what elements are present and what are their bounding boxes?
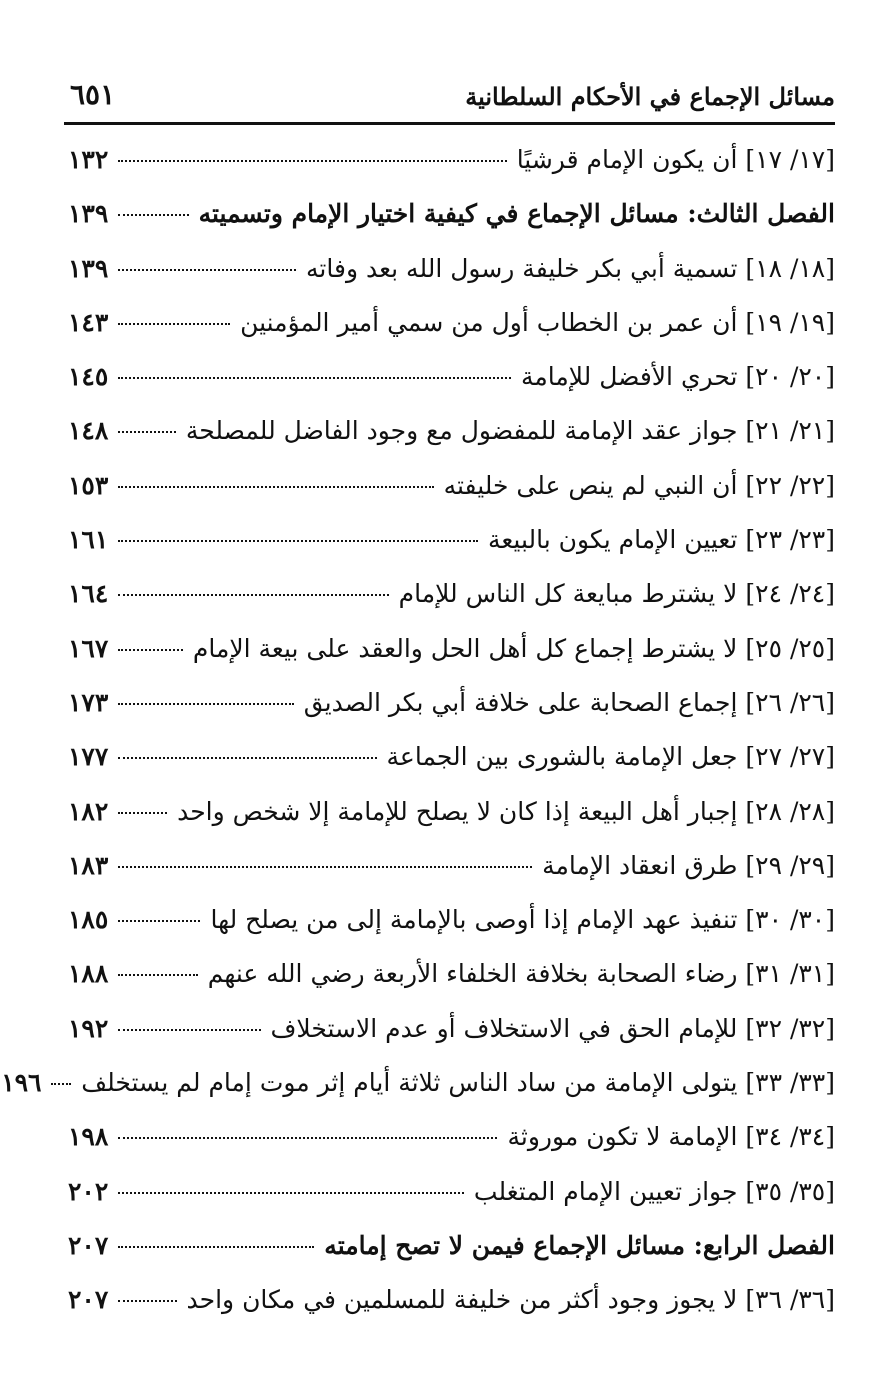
toc-entry-page: ١٣٢ [68,145,109,174]
toc-entry-page: ١٨٨ [68,959,109,989]
toc-entry [68,688,835,742]
toc-entry-number: [٢٨/ ٢٨] [745,796,835,826]
toc-entry-page: ١٦٧ [68,633,109,663]
toc-entry [68,525,835,579]
toc-entry-title: تنفيذ عهد الإمام إذا أوصى بالإمامة إلى من يصلح لها [210,905,738,935]
toc-entry-number: [٢٧/ ٢٧] [745,742,835,772]
toc-chapter-heading [68,1231,835,1285]
toc-entry [1,1068,835,1122]
toc-entry-title: إجبار أهل البيعة إذا كان لا يصلح للإمامة إلا شخص واحد [177,796,738,826]
toc-entry-page: ٢٠٧ [68,1230,109,1260]
dot-leader [118,757,377,759]
toc-chapter-heading [68,199,835,253]
toc-entry-title: جواز تعيين الإمام المتغلب [473,1176,738,1206]
toc-entry [68,1122,835,1176]
dot-leader [118,920,200,922]
toc-entry-page: ١٤٣ [68,307,109,337]
toc-entry-page: ٢٠٢ [68,1176,109,1206]
dot-leader [118,269,296,271]
toc-entry-page: ٢٠٧ [68,1285,109,1315]
toc-entry-number: [٣٣/ ٣٣] [745,1068,835,1098]
dot-leader [118,377,511,379]
toc-entry-page: ١٧٣ [68,687,109,717]
running-title: مسائل الإجماع في الأحكام السلطانية [465,82,835,111]
toc-entry [68,362,835,416]
toc-entry [68,1177,835,1231]
toc-entry-page: ١٦١ [68,525,109,555]
toc-entry-number: [٢٦/ ٢٦] [745,687,835,717]
toc-entry-title: رضاء الصحابة بخلافة الخلفاء الأربعة رضي الله عنهم [207,959,738,989]
toc-entry-title: تعيين الإمام يكون بالبيعة [487,525,738,555]
dot-leader [118,594,389,596]
toc-entry-number: [١٧/ ١٧] [745,145,835,174]
toc-entry [68,634,835,688]
toc-entry-number: [٣١/ ٣١] [745,959,835,989]
dot-leader [118,1300,177,1302]
toc-entry-number: [٣٤/ ٣٤] [745,1122,835,1152]
toc-entry-number: [١٨/ ١٨] [745,253,835,283]
toc-entry [68,797,835,851]
toc-entry-title: طرق انعقاد الإمامة [542,850,738,880]
toc-entry-page: ١٦٤ [68,579,109,609]
toc-entry [68,742,835,796]
toc-entry-number: [٣٢/ ٣٢] [745,1013,835,1043]
toc-entry-title: لا يشترط مبايعة كل الناس للإمام [398,579,738,609]
toc-entry-number: [٢٣/ ٢٣] [745,525,835,555]
toc-entry [68,905,835,959]
dot-leader [118,1192,464,1194]
toc-entry-title: أن يكون الإمام قرشيًا [516,145,738,174]
toc-entry [68,1285,835,1339]
toc-entry-title: للإمام الحق في الاستخلاف أو عدم الاستخلاف [270,1013,738,1043]
toc-entry-number: [٢٤/ ٢٤] [745,579,835,609]
toc-entry-title: الإمامة لا تكون موروثة [507,1122,738,1152]
toc-entry-page: ١٥٣ [68,470,109,500]
toc-entry-title: تحري الأفضل للإمامة [520,362,738,392]
toc-entry-title: إجماع الصحابة على خلافة أبي بكر الصديق [303,687,738,717]
dot-leader [118,1029,261,1031]
dot-leader [118,323,230,325]
dot-leader [118,1137,497,1139]
toc-entry [68,471,835,525]
dot-leader [118,431,176,433]
toc-entry [68,308,835,362]
toc-entry-number: [١٩/ ١٩] [745,307,835,337]
toc-entry-page: ١٤٨ [68,416,109,446]
toc-entry-title: لا يجوز وجود أكثر من خليفة للمسلمين في مكان واحد [186,1285,738,1315]
dot-leader [51,1083,71,1085]
toc-entry-title: جواز عقد الإمامة للمفضول مع وجود الفاضل للمصلحة [185,416,738,446]
table-of-contents [1,145,835,1340]
dot-leader [118,214,189,216]
toc-entry-number: [٣٠/ ٣٠] [745,905,835,935]
toc-entry-title: تسمية أبي بكر خليفة رسول الله بعد وفاته [306,253,738,283]
toc-entry-title: يتولى الإمامة من ساد الناس ثلاثة أيام إثر موت إمام لم يستخلف [81,1068,738,1098]
toc-entry-page: ١٨٣ [68,850,109,880]
toc-entry-page: ١٩٢ [68,1013,109,1043]
toc-entry [68,579,835,633]
toc-entry-title: أن النبي لم ينص على خليفته [443,470,738,500]
dot-leader [118,812,167,814]
toc-entry-title: الفصل الثالث: مسائل الإجماع في كيفية اختيار الإمام وتسميته [198,199,835,229]
toc-entry-title: الفصل الرابع: مسائل الإجماع فيمن لا تصح إمامته [324,1230,835,1260]
toc-entry-number: [٢٩/ ٢٩] [745,850,835,880]
toc-entry [68,254,835,308]
toc-entry-page: ١٩٨ [68,1122,109,1152]
toc-entry-page: ١٨٢ [68,796,109,826]
toc-entry [68,959,835,1013]
running-header [64,78,835,125]
dot-leader [118,1246,314,1248]
toc-entry-number: [٣٥/ ٣٥] [745,1176,835,1206]
page-number: ٦٥١ [70,78,116,111]
toc-entry-number: [٣٦/ ٣٦] [745,1285,835,1315]
toc-entry-page: ١٤٥ [68,362,109,392]
dot-leader [118,974,198,976]
toc-entry [68,851,835,905]
toc-entry-page: ١٣٩ [68,199,109,229]
toc-entry-page: ١٨٥ [68,905,109,935]
toc-entry [68,1014,835,1068]
dot-leader [118,703,294,705]
toc-entry-title: لا يشترط إجماع كل أهل الحل والعقد على بيعة الإمام [192,633,738,663]
toc-entry-number: [٢٥/ ٢٥] [745,633,835,663]
toc-entry [68,145,835,199]
dot-leader [118,649,183,651]
toc-entry-page: ١٩٦ [1,1068,42,1098]
dot-leader [118,486,434,488]
toc-entry-number: [٢٢/ ٢٢] [745,470,835,500]
toc-entry-title: أن عمر بن الخطاب أول من سمي أمير المؤمنين [240,307,738,337]
toc-entry-number: [٢٠/ ٢٠] [745,362,835,392]
dot-leader [118,540,478,542]
toc-entry-page: ١٧٧ [68,742,109,772]
dot-leader [118,160,507,162]
toc-entry [68,416,835,470]
toc-entry-title: جعل الإمامة بالشورى بين الجماعة [386,742,738,772]
dot-leader [118,866,532,868]
toc-entry-number: [٢١/ ٢١] [745,416,835,446]
toc-entry-page: ١٣٩ [68,253,109,283]
